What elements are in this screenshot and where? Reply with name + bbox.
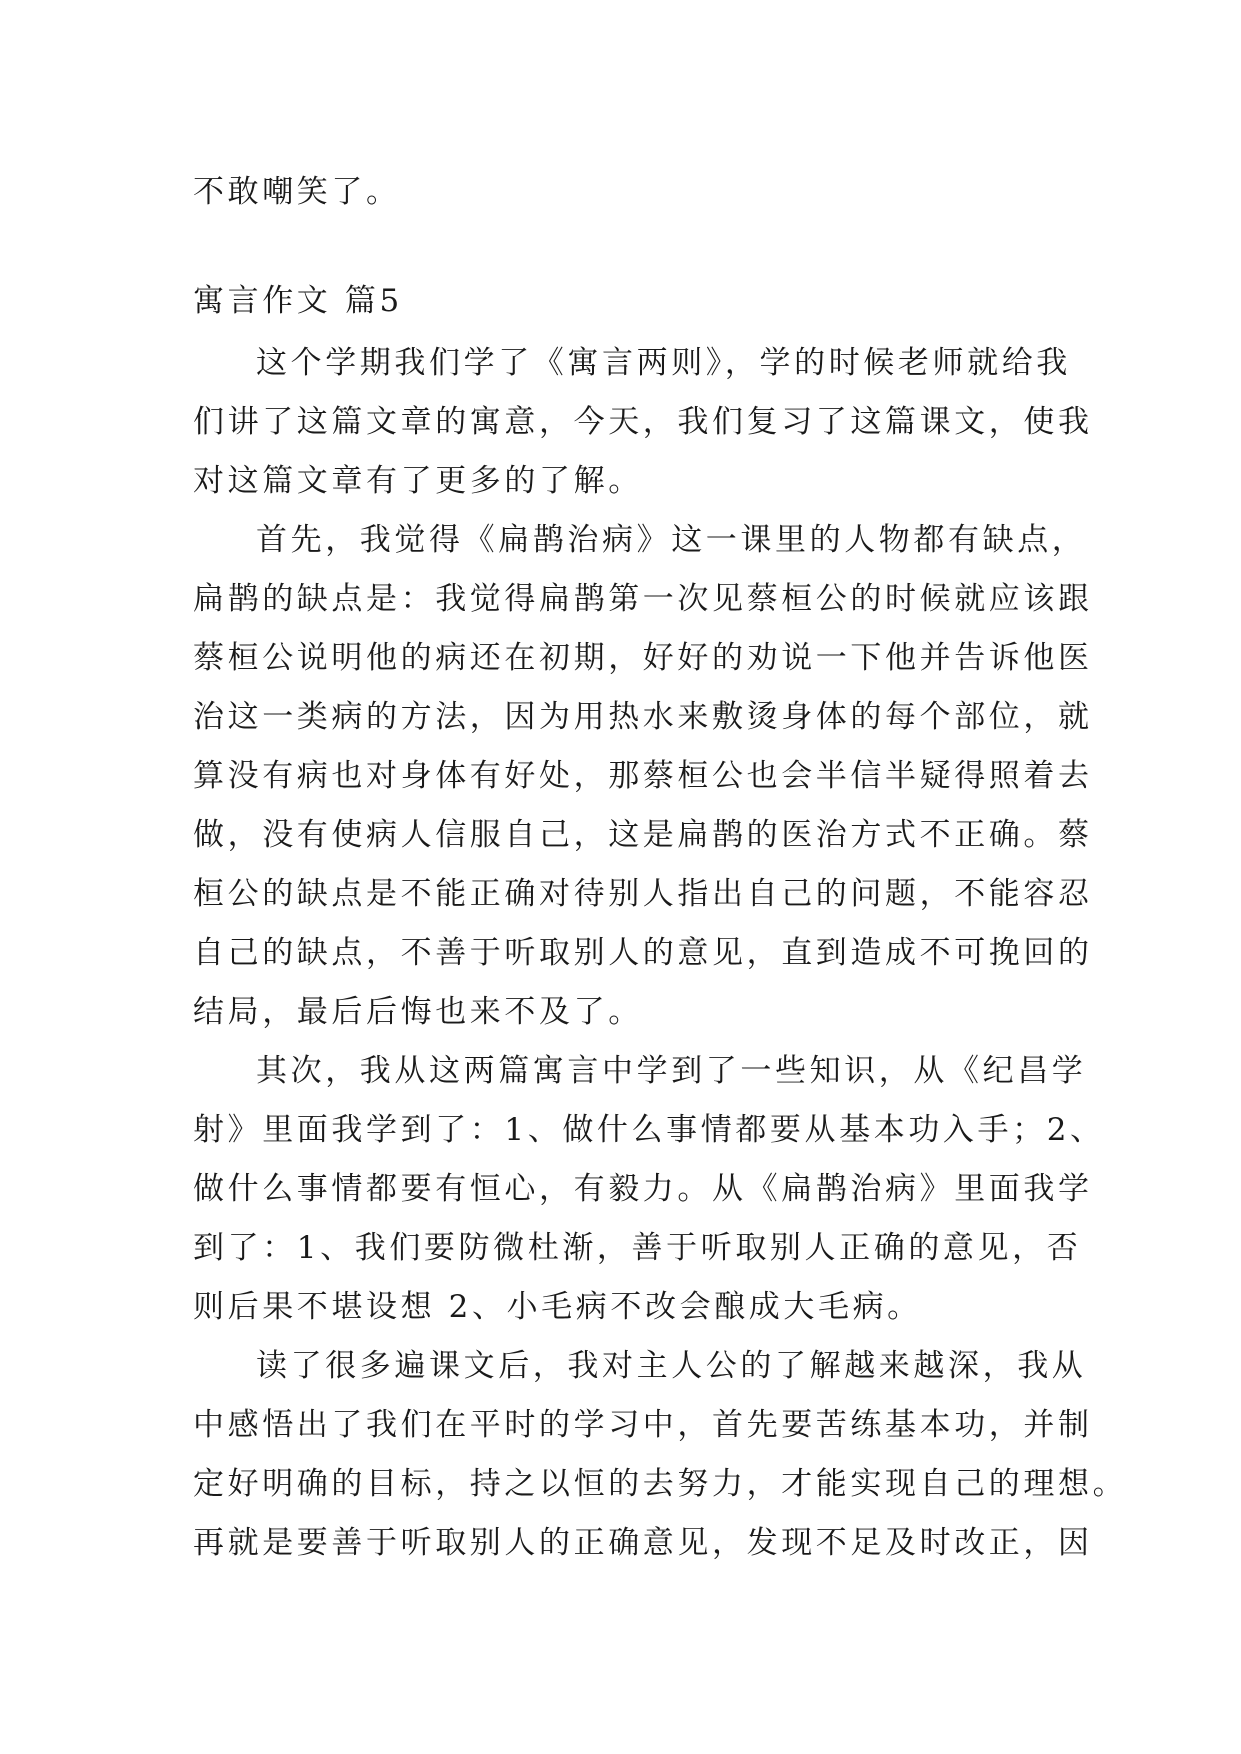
paragraph-line: 对这篇文章有了更多的了解。 — [193, 463, 643, 499]
paragraph-line: 自己的缺点，不善于听取别人的意见，直到造成不可挽回的 — [193, 935, 1093, 971]
paragraph-line: 结局，最后后悔也来不及了。 — [193, 994, 643, 1030]
paragraph-line: 桓公的缺点是不能正确对待别人指出自己的问题，不能容忍 — [193, 876, 1093, 912]
section-heading: 寓言作文 篇5 — [193, 283, 403, 319]
paragraph-line: 做，没有使病人信服自己，这是扁鹊的医治方式不正确。蔡 — [193, 817, 1093, 853]
paragraph-line: 扁鹊的缺点是：我觉得扁鹊第一次见蔡桓公的时候就应该跟 — [193, 581, 1093, 617]
paragraph-line: 首先，我觉得《扁鹊治病》这一课里的人物都有缺点， — [256, 522, 1087, 558]
paragraph-line: 读了很多遍课文后，我对主人公的了解越来越深，我从 — [256, 1348, 1087, 1384]
paragraph-line: 算没有病也对身体有好处，那蔡桓公也会半信半疑得照着去 — [193, 758, 1093, 794]
paragraph-line: 做什么事情都要有恒心，有毅力。从《扁鹊治病》里面我学 — [193, 1171, 1093, 1207]
paragraph-line: 定好明确的目标，持之以恒的去努力，才能实现自己的理想。 — [193, 1466, 1128, 1502]
paragraph-line: 到了：1、我们要防微杜渐，善于听取别人正确的意见，否 — [193, 1230, 1082, 1266]
paragraph-line: 中感悟出了我们在平时的学习中，首先要苦练基本功，并制 — [193, 1407, 1093, 1443]
paragraph-line: 再就是要善于听取别人的正确意见，发现不足及时改正，因 — [193, 1525, 1093, 1561]
paragraph-line: 们讲了这篇文章的寓意，今天，我们复习了这篇课文，使我 — [193, 404, 1093, 440]
paragraph-line: 则后果不堪设想 2、小毛病不改会酿成大毛病。 — [193, 1289, 922, 1325]
paragraph-line: 射》里面我学到了：1、做什么事情都要从基本功入手；2、 — [193, 1112, 1105, 1148]
paragraph-line: 治这一类病的方法，因为用热水来敷烫身体的每个部位，就 — [193, 699, 1093, 735]
paragraph-line: 蔡桓公说明他的病还在初期，好好的劝说一下他并告诉他医 — [193, 640, 1093, 676]
paragraph-line: 不敢嘲笑了。 — [193, 174, 401, 210]
paragraph-line: 这个学期我们学了《寓言两则》，学的时候老师就给我 — [256, 345, 1071, 381]
paragraph-line: 其次，我从这两篇寓言中学到了一些知识，从《纪昌学 — [256, 1053, 1087, 1089]
